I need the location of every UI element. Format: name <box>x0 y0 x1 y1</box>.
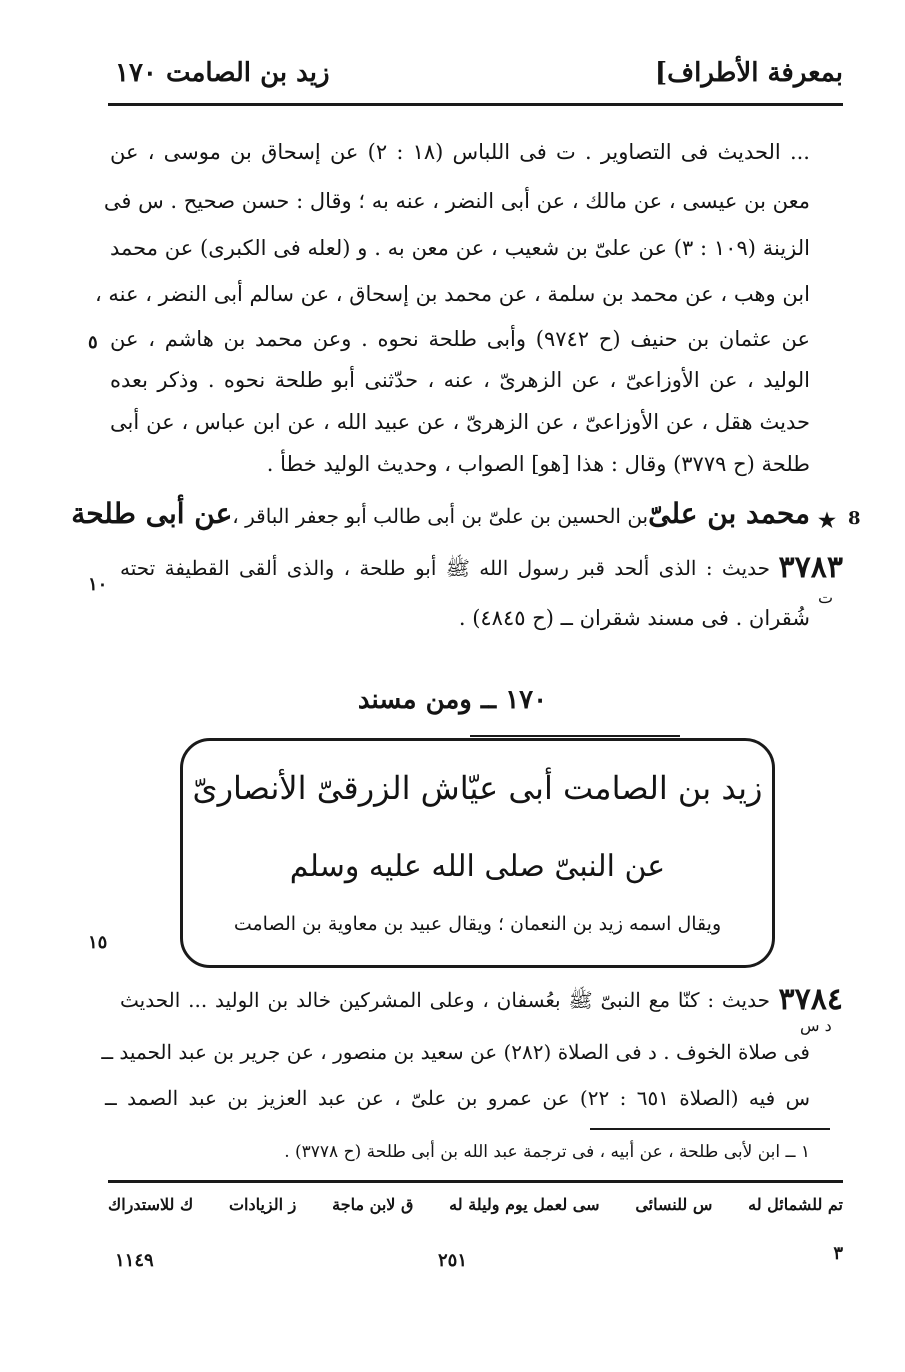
abbrev-item: تم للشمائل له <box>748 1195 843 1214</box>
footer-signature-right: ٣ <box>833 1243 843 1264</box>
text-line: طلحة (ح ٣٧٧٩) وقال : هذا [هو] الصواب ، وحديث الوليد خطأ . <box>266 452 810 476</box>
line-number-10: ١٠ <box>88 574 108 595</box>
footer-number-left: ١١٤٩ <box>115 1250 154 1271</box>
siglum: ت <box>818 588 834 607</box>
companion-from-prophet: عن النبىّ صلى الله عليه وسلم <box>289 849 666 884</box>
entry-name-lineage: بن الحسين بن علىّ بن أبى طالب أبو جعفر الباقر ، <box>232 504 649 528</box>
siglum: د س <box>800 1016 832 1035</box>
entry-number: 8 <box>848 508 861 529</box>
header-rule <box>108 103 843 106</box>
abbrev-item: ق لابن ماجة <box>332 1195 414 1214</box>
text-line: ... الحديث فى التصاوير . ت فى اللباس (١٨ : ٢) عن إسحاق بن موسى ، عن <box>110 140 810 164</box>
companion-alt-names: ويقال اسمه زيد بن النعمان ؛ ويقال عبيد بن معاوية بن الصامت <box>233 913 722 935</box>
entry-name-from: عن أبى طلحة <box>71 497 233 530</box>
hadith-text-line: شُقران . فى مسند شقران ــ (ح ٤٨٤٥) . <box>458 606 810 630</box>
abbrev-item: ز الزيادات <box>228 1195 297 1214</box>
text-line: حديث هقل ، عن الأوزاعىّ ، عن الزهرىّ ، عن عبيد الله ، عن ابن عباس ، عن أبى <box>110 410 810 434</box>
hadith-text-line: حديث : الذى ألحد قبر رسول الله ﷺ أبو طلحة ، والذى ألقى القطيفة تحته <box>120 556 770 580</box>
companion-name-box <box>180 738 775 968</box>
abbrev-item: ك للاستدراك <box>108 1195 194 1214</box>
entry-heading <box>71 497 810 530</box>
box-top-line <box>470 735 680 737</box>
text-line: ابن وهب ، عن محمد بن سلمة ، عن محمد بن إسحاق ، عن سالم أبى النضر ، عنه ، <box>94 282 810 306</box>
text-line: الوليد ، عن الأوزاعىّ ، عن الزهرىّ ، عنه ، حدّثنى أبو طلحة نحوه . وذكر بعده <box>110 368 810 392</box>
running-head-left: زيد بن الصامت ١٧٠ <box>115 58 330 88</box>
line-number-5: ٥ <box>88 332 98 353</box>
entry-name-main: محمد بن علىّ <box>648 497 810 530</box>
section-heading: ١٧٠ ــ ومن مسند <box>357 685 548 715</box>
text-line: الزينة (١٠٩ : ٣) عن علىّ بن شعيب ، عن معن به . و (لعله فى الكبرى) عن محمد <box>110 236 810 260</box>
star-marker: ★ <box>818 508 836 532</box>
abbrev-item: سى لعمل يوم وليلة له <box>449 1195 600 1214</box>
hadith-text-line: حديث : كنّا مع النبىّ ﷺ بعُسفان ، وعلى المشركين خالد بن الوليد ... الحديث <box>120 988 770 1012</box>
abbrev-rule <box>108 1180 843 1183</box>
hadith-number: ٣٧٨٤ <box>778 982 843 1017</box>
text-line: عن عثمان بن حنيف (ح ٩٧٤٢) وأبى طلحة نحوه . وعن محمد بن هاشم ، عن <box>110 327 810 351</box>
hadith-text-line: فى صلاة الخوف . د فى الصلاة (٢٨٢) عن سعيد بن منصور ، عن جرير بن عبد الحميد ــ <box>101 1040 810 1064</box>
abbreviation-key <box>108 1195 843 1214</box>
text-line: معن بن عيسى ، عن مالك ، عن أبى النضر ، عنه به ؛ وقال : حسن صحيح . س فى <box>103 189 810 213</box>
footnote: ١ ــ ابن لأبى طلحة ، عن أبيه ، فى ترجمة عبد الله بن أبى طلحة (ح ٣٧٧٨) . <box>284 1142 810 1162</box>
running-head-right: بمعرفة الأطراف] <box>654 58 843 88</box>
abbrev-item: س للنسائى <box>635 1195 713 1214</box>
page-number: ٢٥١ <box>437 1250 467 1271</box>
companion-name: زيد بن الصامت أبى عيّاش الزرقىّ الأنصارىّ <box>192 769 763 807</box>
hadith-number: ٣٧٨٣ <box>778 550 843 585</box>
line-number-15: ١٥ <box>88 932 108 953</box>
hadith-text-line: س فيه (الصلاة ٦٥١ : ٢٢) عن عمرو بن علىّ ، عن عبد العزيز بن عبد الصمد ــ <box>105 1086 811 1110</box>
footnote-rule <box>590 1128 830 1130</box>
